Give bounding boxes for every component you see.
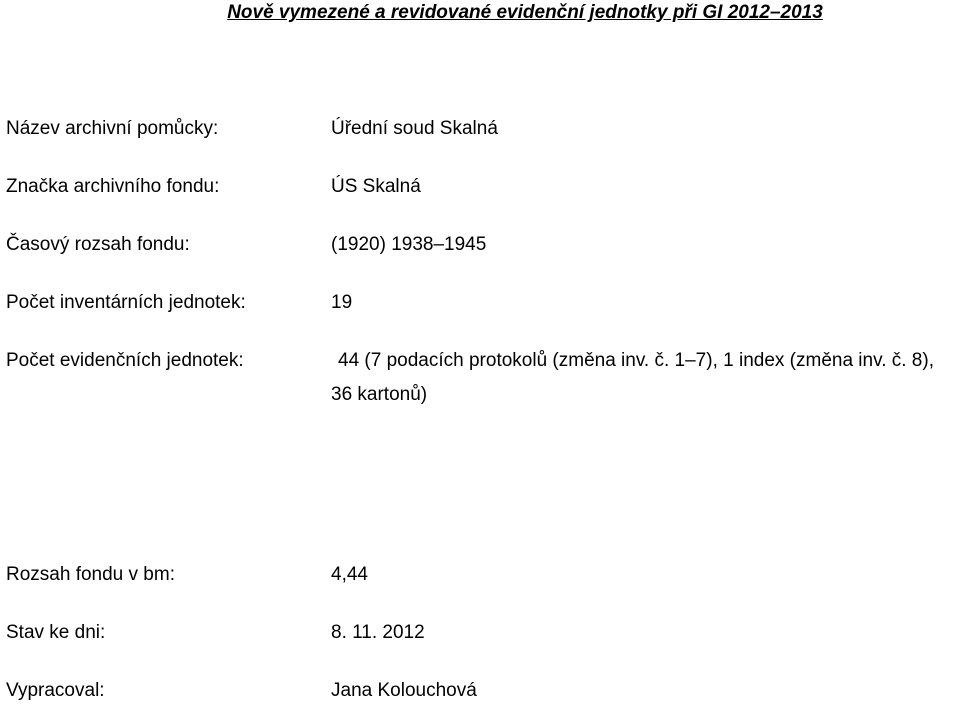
stav-value: 8. 11. 2012 — [331, 622, 425, 643]
pocet-evidencnich-label: Počet evidenčních jednotek: — [6, 350, 244, 371]
pocet-evidencnich-value: 44 (7 podacích protokolů (změna inv. č. 1–7), 1 index (změna inv. č. 8), 36 kartonů) — [331, 350, 934, 405]
vypracoval-value: Jana Kolouchová — [331, 680, 477, 701]
stav-label: Stav ke dni: — [6, 622, 106, 643]
pocet-inventarnich-label: Počet inventárních jednotek: — [6, 292, 246, 313]
znacka-value: ÚS Skalná — [331, 176, 421, 197]
znacka-label: Značka archivního fondu: — [6, 176, 220, 197]
pocet-inventarnich-value: 19 — [331, 292, 353, 313]
document-title: Nově vymezené a revidované evidenční jednotky při GI 2012–2013 — [227, 2, 823, 23]
nazev-value: Úřední soud Skalná — [331, 118, 498, 139]
vypracoval-label: Vypracoval: — [6, 680, 105, 701]
casovy-rozsah-value: (1920) 1938–1945 — [331, 234, 487, 255]
rozsah-bm-label: Rozsah fondu v bm: — [6, 564, 175, 585]
rozsah-bm-value: 4,44 — [331, 564, 368, 585]
casovy-rozsah-label: Časový rozsah fondu: — [6, 234, 190, 255]
nazev-label: Název archivní pomůcky: — [6, 118, 219, 139]
